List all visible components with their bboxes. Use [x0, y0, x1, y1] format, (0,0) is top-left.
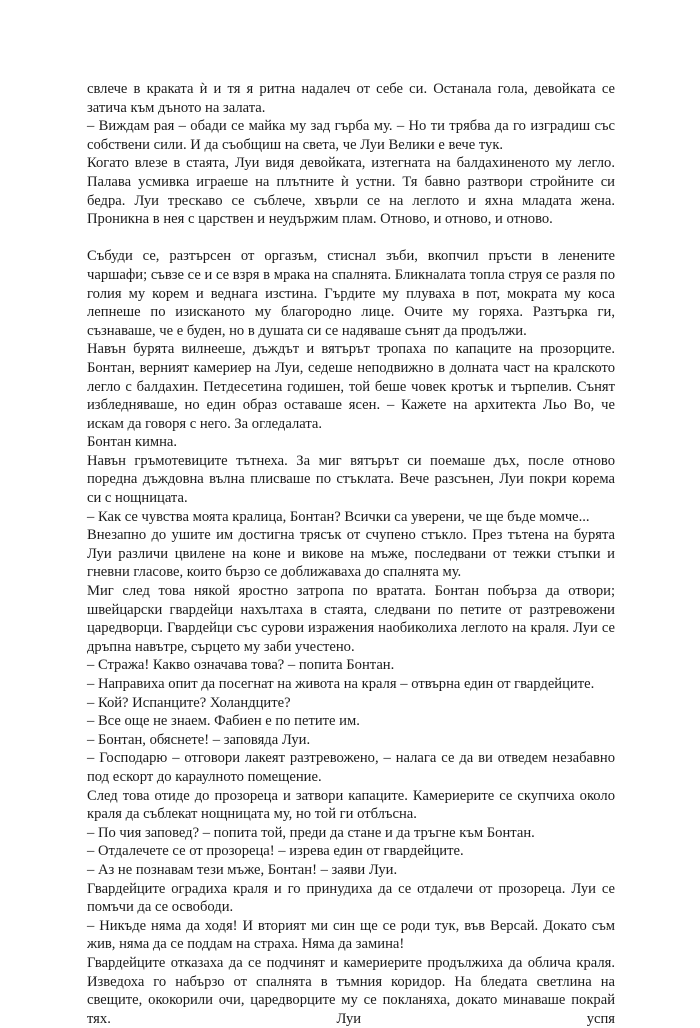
paragraph: свлече в краката ѝ и тя я ритна надалеч от себе си. Останала гола, девойката се затича към дъното на залата. [87, 81, 615, 116]
paragraph: – Кой? Испанците? Холандците? [87, 694, 291, 711]
paragraph: – Аз не познавам тези мъже, Бонтан! – заяви Луи. [87, 861, 398, 878]
paragraph: – Бонтан, обяснете! – заповяда Луи. [87, 731, 311, 748]
paragraph: Гвардейците оградиха краля и го принудиха да се отдалечи от прозореца. Луи се помъчи да се освободи. [87, 880, 615, 916]
paragraph: Навън гръмотевиците тътнеха. За миг вятърът си поемаше дъх, после отново поредна дъждовна вълна плисваше по стъклата. Вече разсънен, Луи покри корема си с нощницата. [87, 452, 615, 507]
paragraph: – Все още не знаем. Фабиен е по петите им. [87, 713, 360, 730]
paragraph: – Виждам рая – обади се майка му зад гърба му. – Но ти трябва да го изградиш със собствени сили. И да съобщиш на света, че Луи Велики е вече тук. [87, 118, 615, 153]
paragraph: – По чия заповед? – попита той, преди да стане и да тръгне към Бонтан. [87, 824, 535, 841]
paragraph: – Направиха опит да посегнат на живота на краля – отвърна един от гвардейците. [87, 676, 595, 692]
paragraph: – Отдалечете се от прозореца! – изрева един от гвардейците. [87, 843, 464, 860]
paragraph: – Стража! Какво означава това? – попита Бонтан. [87, 657, 395, 674]
paragraph: След това отиде до прозореца и затвори капаците. Камериерите се скупчиха около краля да съблекат нощницата му, но той ги отблъсна. [87, 787, 615, 823]
paragraph: Навън бурята вилнееше, дъждът и вятърът тропаха по капаците на прозорците. Бонтан, верният камериер на Луи, седеше неподвижно в долната част на кралското легло с балдахин. Петдесетина годишен, той беше човек кротък и търпелив. Сънят избледняваше, но един образ оставаше ясен. – Кажете на архитекта Льо Во, че искам да говоря с него. За огледалата. [87, 341, 615, 432]
paragraph: Внезапно до ушите им достигна трясък от счупено стъкло. През тътена на бурята Луи различи цвилене на коне и викове на мъже, последвани от тежки стъпки и гневни гласове, които бързо се доближаваха до спалнята му. [87, 527, 615, 581]
paragraph: – Никъде няма да ходя! И вторият ми син ще се роди тук, във Версай. Докато съм жив, няма да се поддам на страха. Няма да замина! [87, 917, 615, 953]
paragraph: – Господарю – отговори лакеят разтревожено, – налага се да ви отведем незабавно под ескорт до караулното помещение. [87, 750, 615, 785]
paragraph: Събуди се, разтърсен от оргазъм, стиснал зъби, вкопчил пръсти в ленените чаршафи; съвзе се и се взря в мрака на спалнята. Бликналата топла струя се разля по голия му корем и веднага изстина. Гърдите му плуваха в пот, мократа му коса лепнеше по изисканото му благородно лице. Очите му горяха. Разтърка ги, съзнаваше, че е буден, но в душата си се надяваше сънят да продължи. [87, 248, 615, 339]
paragraph: Когато влезе в стаята, Луи видя девойката, изтегната на балдахиненото му легло. Палава усмивка играеше на плътните ѝ устни. Тя бавно разтвори стройните си бедра. Луи трескаво се съблече, хвърли се на леглото и яхна младата жена. Проникна в нея с царствен и неудържим плам. Отново, и отново, и отново. [87, 155, 615, 228]
paragraph: Гвардейците отказаха да се подчинят и камериерите продължиха да облича краля. Изведоха го набързо от спалнята в тъмния коридор. На бледата светлина на свещите, ококорили очи, царедворците му се покланяха, докато минаваше покрай тях. Луи успя [87, 954, 615, 1027]
document-page [87, 80, 615, 1028]
paragraph: Миг след това някой яростно затропа по вратата. Бонтан побърза да отвори; швейцарски гвардейци нахълтаха в стаята, следвани по петите от разтревожени царедворци. Гвардейци със сурови изражения наобиколиха леглото на краля. Луи се дръпна навътре, сърцето му заби учестено. [87, 583, 615, 655]
paragraph: Бонтан кимна. [87, 434, 178, 451]
paragraph: – Как се чувства моята кралица, Бонтан? Всички са уверени, че ще бъде момче... [87, 508, 590, 525]
